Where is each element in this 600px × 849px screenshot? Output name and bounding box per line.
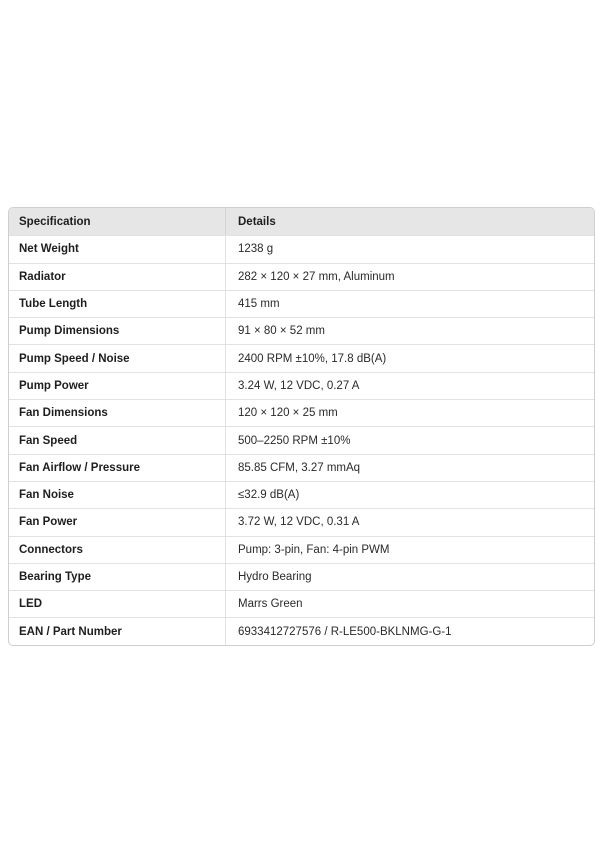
spec-name: Pump Dimensions — [9, 318, 226, 344]
spec-value: 120 × 120 × 25 mm — [238, 407, 338, 420]
spec-name: Pump Speed / Noise — [9, 345, 226, 371]
table-row — [9, 454, 594, 481]
table-row — [9, 563, 594, 590]
spec-name: Fan Dimensions — [9, 400, 226, 426]
table-row — [9, 536, 594, 563]
spec-value: 282 × 120 × 27 mm, Aluminum — [238, 270, 395, 283]
spec-name: Pump Power — [9, 373, 226, 399]
spec-value: 2400 RPM ±10%, 17.8 dB(A) — [238, 352, 387, 365]
spec-name: Fan Speed — [9, 427, 226, 453]
spec-name: Fan Noise — [9, 482, 226, 508]
spec-value: Pump: 3-pin, Fan: 4-pin PWM — [238, 543, 390, 556]
spec-value: 500–2250 RPM ±10% — [238, 434, 351, 447]
table-row — [9, 290, 594, 317]
table-row — [9, 617, 594, 644]
table-row — [9, 590, 594, 617]
spec-value: Marrs Green — [238, 598, 303, 611]
spec-value: Hydro Bearing — [238, 571, 312, 583]
table-row — [9, 263, 594, 290]
table-row — [9, 317, 594, 344]
spec-name: Fan Power — [9, 509, 226, 535]
header-details: Details — [238, 215, 276, 228]
table-row — [9, 426, 594, 453]
spec-value: 91 × 80 × 52 mm — [238, 325, 325, 338]
table-row — [9, 372, 594, 399]
table-row — [9, 508, 594, 535]
spec-name: LED — [9, 591, 226, 617]
spec-name: Radiator — [9, 264, 226, 290]
table-row — [9, 235, 594, 262]
spec-name: EAN / Part Number — [9, 618, 226, 644]
table-row — [9, 399, 594, 426]
spec-value: 3.72 W, 12 VDC, 0.31 A — [238, 516, 360, 529]
spec-table — [8, 207, 595, 646]
spec-value: 1238 g — [238, 243, 274, 256]
spec-value: 3.24 W, 12 VDC, 0.27 A — [238, 379, 360, 392]
spec-name: Fan Airflow / Pressure — [9, 455, 226, 481]
spec-value: ≤32.9 dB(A) — [238, 489, 300, 502]
table-row — [9, 481, 594, 508]
spec-name: Connectors — [9, 537, 226, 563]
spec-name: Tube Length — [9, 291, 226, 317]
spec-value: 6933412727576 / R-LE500-BKLNMG-G-1 — [238, 625, 452, 638]
spec-value: 85.85 CFM, 3.27 mmAq — [238, 461, 361, 474]
header-specification: Specification — [9, 208, 226, 235]
table-header-row — [9, 208, 594, 235]
spec-name: Net Weight — [9, 236, 226, 262]
spec-value: 415 mm — [238, 298, 280, 311]
spec-name: Bearing Type — [9, 564, 226, 590]
table-row — [9, 344, 594, 371]
